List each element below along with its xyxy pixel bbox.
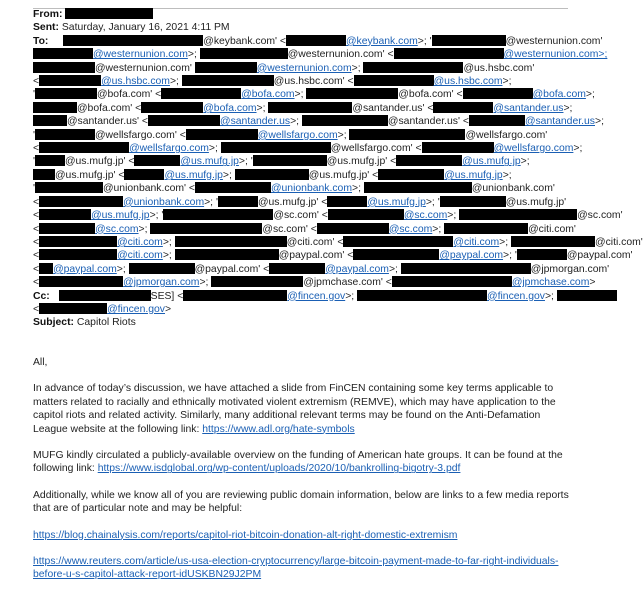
recipient-link[interactable]: @citi.com [453, 236, 500, 248]
redaction-block [39, 223, 95, 234]
to-line-11: @us.mufg.jp' < @us.mufg.jp>; @us.mufg.jp' < @us.mufg.jp>; [33, 169, 573, 182]
recipient-link[interactable]: @wellsfargo.com [493, 143, 574, 155]
recipient-text: @santander.us' [67, 116, 140, 128]
salutation: All, [33, 357, 48, 368]
chainalysis-link[interactable]: https://blog.chainalysis.com/reports/capitol-riot-bitcoin-donation-alt-right-domestic-extremism [33, 529, 458, 541]
redaction-block [557, 290, 617, 301]
recipient-text: @wellsfargo.com' [330, 143, 413, 155]
recipient-text: SES] < [150, 290, 184, 302]
redaction-block [357, 290, 487, 301]
redaction-block [195, 62, 257, 73]
recipient-link[interactable]: @bofa.com [241, 89, 295, 101]
redaction-block [186, 129, 258, 140]
paragraph-text: In advance of today’s discussion, we have attached a slide from FinCEN containing some key terms applicable to matters related to racially and ethnically motivated violent extremism (REMVE), which may have application to the capitol riots and related activity. Similarly, many additional relevant terms may be found on the Anti-Defamation League website at the following link: [33, 383, 556, 435]
redaction-block [35, 129, 95, 140]
recipient-link[interactable]: @santander.us [220, 116, 291, 128]
sent-line [33, 21, 573, 34]
recipient-text: @bofa.com' [96, 89, 153, 101]
recipient-text: @paypal.com' [278, 250, 345, 262]
redaction-block [235, 169, 309, 180]
recipient-text: @sc.com' [262, 223, 308, 235]
recipient-text: @jpmorgan.com' [530, 263, 610, 275]
recipient-link[interactable]: @paypal.com [439, 250, 504, 262]
redaction-block [39, 209, 91, 220]
redaction-block [353, 249, 439, 260]
to-line-4: < @us.hsbc.com>; @us.hsbc.com' < @us.hsbc.com>; [33, 76, 512, 88]
recipient-text: @us.mufg.jp' [64, 156, 126, 168]
recipient-text: @jpmchase.com' [303, 277, 383, 289]
to-line-10: ' @us.mufg.jp' < @us.mufg.jp>; ' @us.mufg.jp' < @us.mufg.jp>; [33, 156, 530, 168]
redaction-block [253, 155, 327, 166]
recipient-link[interactable]: @sc.com [95, 223, 139, 235]
recipient-text: @citi.com' [286, 236, 335, 248]
to-line-7: @santander.us' < @santander.us>; @santander.us' < @santander.us>; [33, 115, 573, 128]
recipient-text: @paypal.com' [566, 250, 633, 262]
recipient-text: @us.mufg.jp' [308, 169, 370, 181]
paragraph-mufg [33, 449, 573, 476]
to-label: To: [33, 35, 49, 47]
redaction-block [211, 276, 303, 287]
recipient-text: @us.mufg.jp' [326, 156, 388, 168]
recipient-link[interactable]: @us.mufg.jp [180, 156, 239, 168]
redaction-block [163, 209, 273, 220]
recipient-link[interactable]: @unionbank.com [270, 183, 352, 195]
recipient-text: @bofa.com' [77, 102, 133, 114]
redaction-block [182, 75, 274, 86]
redaction-block [364, 182, 472, 193]
redaction-block [317, 223, 389, 234]
recipient-link[interactable]: @us.mufg.jp [462, 156, 521, 168]
redaction-block [459, 209, 577, 220]
recipient-link[interactable]: @wellsfargo.com [129, 143, 209, 155]
redaction-block [343, 236, 453, 247]
recipient-link[interactable]: @sc.com [388, 223, 433, 235]
recipient-link[interactable]: @sc.com [403, 210, 448, 222]
recipient-text: @us.mufg.jp' [55, 169, 116, 181]
redaction-block [269, 263, 325, 274]
recipient-text: @unionbank.com' [471, 183, 555, 195]
recipient-text: @keybank.com' < [203, 35, 286, 47]
sent-label: Sent: [33, 22, 59, 34]
reuters-link[interactable]: https://www.reuters.com/article/us-usa-election-cryptocurrency/large-bitcoin-payment-made-to-far-right-individuals-before-u-s-capitol-attack-report-idUSKBN29J2PM [33, 556, 559, 581]
recipient-link[interactable]: @wellsfargo.com [257, 129, 338, 141]
redaction-block [39, 249, 117, 260]
redaction-block [35, 88, 97, 99]
cc-line-2: < @fincen.gov> [33, 303, 172, 315]
redaction-block [517, 249, 567, 260]
redaction-block [59, 290, 151, 301]
recipient-link[interactable]: @jpmorgan.com [123, 277, 200, 289]
reuters-paragraph [33, 555, 573, 582]
recipient-text: @sc.com' [273, 210, 319, 222]
redaction-block [511, 236, 595, 247]
to-line-19: < @jpmorgan.com>; @jpmchase.com' < @jpmchase.com> [33, 277, 596, 289]
email-header [33, 8, 643, 330]
redaction-block [183, 290, 287, 301]
to-line-2: @westernunion.com>; @westernunion.com' < @westernunion.com>; [33, 48, 573, 61]
recipient-link[interactable]: @citi.com [117, 250, 163, 262]
redaction-block [39, 142, 129, 153]
redaction-block [306, 88, 398, 99]
redaction-block [354, 75, 434, 86]
redaction-block [195, 182, 271, 193]
redaction-block [39, 196, 123, 207]
cc-label: Cc: [33, 290, 50, 302]
redaction-block [349, 129, 465, 140]
redaction-block [33, 102, 77, 113]
recipient-text: @santander.us' [352, 102, 425, 114]
redaction-block [39, 276, 123, 287]
to-line-14: < @us.mufg.jp>; ' @sc.com' < @sc.com>; @sc.com' [33, 210, 623, 222]
paragraph-text: MUFG kindly circulated a publicly-available overview on the funding of American hate groups. It can be found at the following link: [33, 450, 563, 475]
redaction-block [302, 115, 388, 126]
recipient-link[interactable]: @fincen.gov [487, 290, 545, 302]
subject-line [33, 316, 573, 329]
redaction-block [328, 209, 404, 220]
redaction-block [150, 223, 262, 234]
redaction-block [218, 196, 258, 207]
redaction-block [378, 169, 444, 180]
sent-value: Saturday, January 16, 2021 4:11 PM [61, 22, 230, 34]
redaction-block [33, 169, 55, 180]
redaction-block [141, 102, 203, 113]
to-line-3: @westernunion.com' @westernunion.com>; @us.hsbc.com' [33, 62, 573, 75]
to-line-12: ' @unionbank.com' < @unionbank.com>; @unionbank.com' [33, 183, 555, 195]
redaction-block [444, 223, 528, 234]
to-line: To: @keybank.com' < @keybank.com>; ' @westernunion.com' [33, 35, 603, 47]
paragraph-remve [33, 382, 573, 436]
chainalysis-paragraph [33, 529, 573, 542]
recipient-text: @sc.com' [577, 210, 623, 222]
recipient-text: @us.hsbc.com [273, 76, 343, 88]
recipient-link[interactable]: @santander.us [493, 102, 564, 114]
redaction-block [39, 236, 117, 247]
recipient-link[interactable]: @santander.us [524, 116, 595, 128]
redaction-block [161, 88, 241, 99]
to-line-9: < @wellsfargo.com>; @wellsfargo.com' < @wellsfargo.com>; [33, 143, 583, 155]
isd-link[interactable]: https://www.isdglobal.org/wp-content/uploads/2020/10/bankrolling-bigotry-3.pdf [97, 463, 461, 475]
recipient-text: @wellsfargo.com' [94, 129, 177, 141]
subject-value: Capitol Riots [76, 317, 136, 329]
redaction-block [327, 196, 367, 207]
recipient-text: @bofa.com' [398, 89, 454, 101]
recipient-link[interactable]: @us.hsbc.com [101, 76, 170, 88]
to-line-16: < @citi.com>; @citi.com' < @citi.com>; @citi.com' [33, 236, 643, 248]
recipient-text: @wellsfargo.com' [465, 129, 548, 141]
recipient-text: @santander.us' [387, 116, 460, 128]
to-line-6: @bofa.com' < @bofa.com>; @santander.us' < @santander.us>; [33, 102, 573, 115]
recipient-text: @citi.com' [528, 223, 576, 235]
redaction-block [134, 155, 180, 166]
redaction-block [124, 169, 164, 180]
redaction-block [440, 196, 506, 207]
redaction-block [463, 88, 533, 99]
subject-label: Subject: [33, 317, 74, 329]
redaction-block [33, 62, 95, 73]
recipient-link[interactable]: @paypal.com [325, 263, 389, 275]
redaction-block [200, 48, 288, 59]
recipient-text: @westernunion.com' [287, 49, 385, 61]
recipient-text: @westernunion.com' [95, 62, 192, 74]
cc-line: Cc: SES] < @fincen.gov>; @fincen.gov>; [33, 290, 573, 303]
redaction-block [63, 35, 203, 46]
recipient-link[interactable]: @bofa.com [532, 89, 586, 101]
to-line-18: < @paypal.com>; @paypal.com' < @paypal.com>; @jpmorgan.com' [33, 263, 610, 275]
recipient-link[interactable]: @us.mufg.jp [444, 169, 503, 181]
recipient-link[interactable]: @us.mufg.jp [91, 210, 150, 222]
redaction-block [396, 155, 462, 166]
redaction-block [35, 182, 103, 193]
redaction-block [175, 236, 287, 247]
redaction-block [33, 115, 67, 126]
redaction-block [33, 48, 93, 59]
recipient-link[interactable]: @us.mufg.jp [164, 169, 223, 181]
redaction-block [422, 142, 494, 153]
redaction-block [35, 155, 65, 166]
recipient-link[interactable]: @westernunion.com [256, 62, 352, 74]
from-line [33, 8, 573, 21]
redaction-block [175, 249, 279, 260]
redaction-block [39, 75, 101, 86]
recipient-link[interactable]: @fincen.gov [107, 303, 165, 315]
recipient-text: @paypal.com' [194, 263, 261, 275]
redaction-block [392, 276, 512, 287]
redaction-block [469, 115, 525, 126]
to-line-8: ' @wellsfargo.com' < @wellsfargo.com>; @wellsfargo.com' [33, 129, 548, 141]
redaction-block [432, 35, 506, 46]
paragraph-media: Additionally, while we know all of you are reviewing public domain information, below are links to a few media reports that are of particular note and may be helpful: [33, 489, 569, 515]
recipient-text: @westernunion.com' [505, 35, 603, 47]
redaction-block [129, 263, 195, 274]
from-label: From: [33, 9, 63, 20]
to-line-5: ' @bofa.com' < @bofa.com>; @bofa.com' < @bofa.com>; [33, 89, 595, 101]
recipient-text: @unionbank.com' [102, 183, 186, 195]
recipient-link[interactable]: @keybank.com [346, 35, 418, 47]
recipient-link[interactable]: @unionbank.com [123, 196, 205, 208]
redaction-block [401, 263, 531, 274]
redaction-block [363, 62, 463, 73]
recipient-link[interactable]: @citi.com [117, 236, 163, 248]
redaction-block [221, 142, 331, 153]
redaction-block [394, 48, 504, 59]
recipient-link[interactable]: @fincen.gov [287, 290, 346, 302]
recipient-link[interactable]: @paypal.com [53, 263, 117, 275]
email-body [33, 356, 573, 590]
recipient-link[interactable]: @westernunion.com>; [503, 49, 608, 61]
recipient-text: @us.mufg.jp' [257, 196, 319, 208]
recipient-link[interactable]: @jpmchase.com [511, 277, 590, 289]
adl-link[interactable]: https://www.adl.org/hate-symbols [202, 423, 355, 435]
recipient-link[interactable]: @us.hsbc.com [433, 76, 503, 88]
redaction-block [433, 102, 493, 113]
recipient-text: @us.mufg.jp' [505, 196, 567, 208]
recipient-link[interactable]: @us.mufg.jp [367, 196, 426, 208]
to-line-15: < @sc.com>; @sc.com' < @sc.com>; @citi.com' [33, 223, 576, 235]
redaction-block [148, 115, 220, 126]
redaction-block [39, 263, 53, 274]
redaction-block [39, 303, 107, 314]
redaction-block [268, 102, 352, 113]
redaction-block [65, 8, 153, 19]
recipient-link[interactable]: @westernunion.com [93, 49, 188, 61]
recipient-link[interactable]: @bofa.com [203, 102, 257, 114]
recipient-text: @citi.com' [595, 236, 643, 248]
recipient-text: @us.hsbc.com [463, 62, 533, 74]
redaction-block [286, 35, 346, 46]
to-line-17: < @citi.com>; @paypal.com' < @paypal.com>; ' @paypal.com' [33, 250, 633, 262]
to-line-13: < @unionbank.com>; ' @us.mufg.jp' < @us.mufg.jp>; ' @us.mufg.jp' [33, 196, 567, 208]
